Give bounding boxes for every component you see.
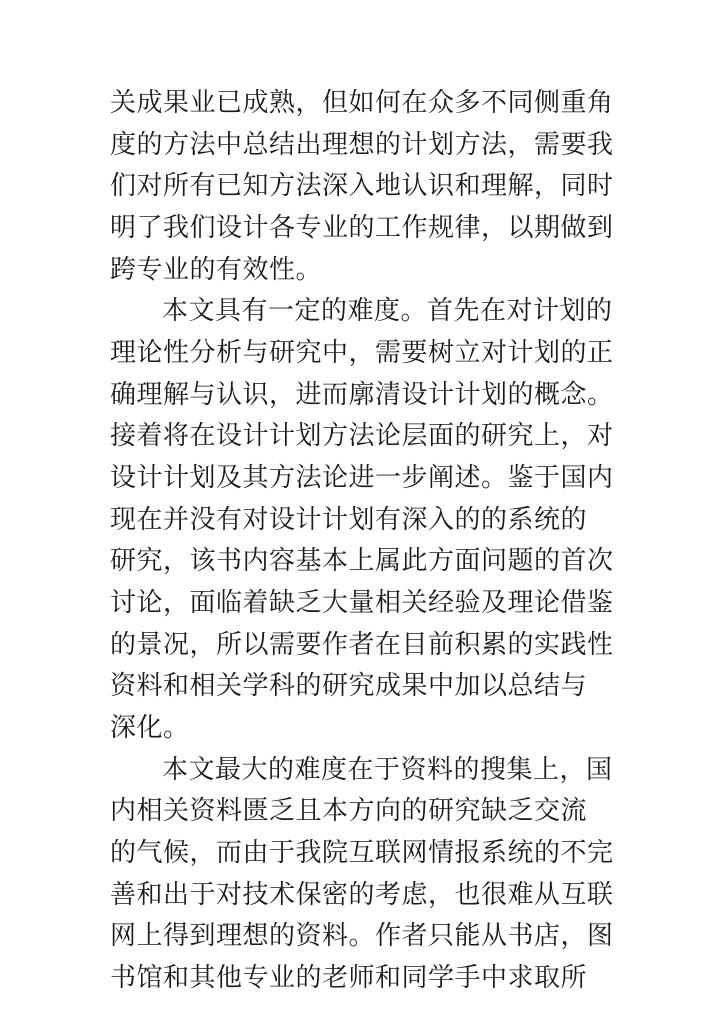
text-line: 内相关资料匮乏且本方向的研究缺乏交流 [110,796,588,826]
text-line: 书馆和其他专业的老师和同学手中求取所 [110,963,588,993]
text-line: 接着将在设计计划方法论层面的研究上，对 [110,421,614,451]
text-line: 研究，该书内容基本上属此方面问题的首次 [110,546,614,576]
text-line: 们对所有已知方法深入地认识和理解，同时 [110,171,614,201]
text-line: 跨专业的有效性。 [110,255,323,285]
text-line: 本文具有一定的难度。首先在对计划的 [162,296,613,326]
text-line: 深化。 [110,713,190,743]
text-line: 理论性分析与研究中，需要树立对计划的正 [110,338,614,368]
text-line: 关成果业已成熟，但如何在众多不同侧重角 [110,88,614,118]
text-line: 的景况，所以需要作者在目前积累的实践性 [110,630,614,660]
text-line: 的气候，而由于我院互联网情报系统的不完 [110,838,614,868]
text-line: 网上得到理想的资料。作者只能从书店，图 [110,921,614,951]
text-line: 善和出于对技术保密的考虑，也很难从互联 [110,880,614,910]
text-line: 资料和相关学科的研究成果中加以总结与 [110,671,588,701]
text-line: 度的方法中总结出理想的计划方法，需要我 [110,130,614,160]
text-line: 现在并没有对设计计划有深入的的系统的 [110,505,588,535]
text-line: 本文最大的难度在于资料的搜集上，国 [162,755,613,785]
text-line: 确理解与认识，进而廓清设计计划的概念。 [110,380,614,410]
text-line: 设计计划及其方法论进一步阐述。鉴于国内 [110,463,614,493]
text-line: 明了我们设计各专业的工作规律，以期做到 [110,213,614,243]
text-line: 讨论，面临着缺乏大量相关经验及理论借鉴 [110,588,614,618]
